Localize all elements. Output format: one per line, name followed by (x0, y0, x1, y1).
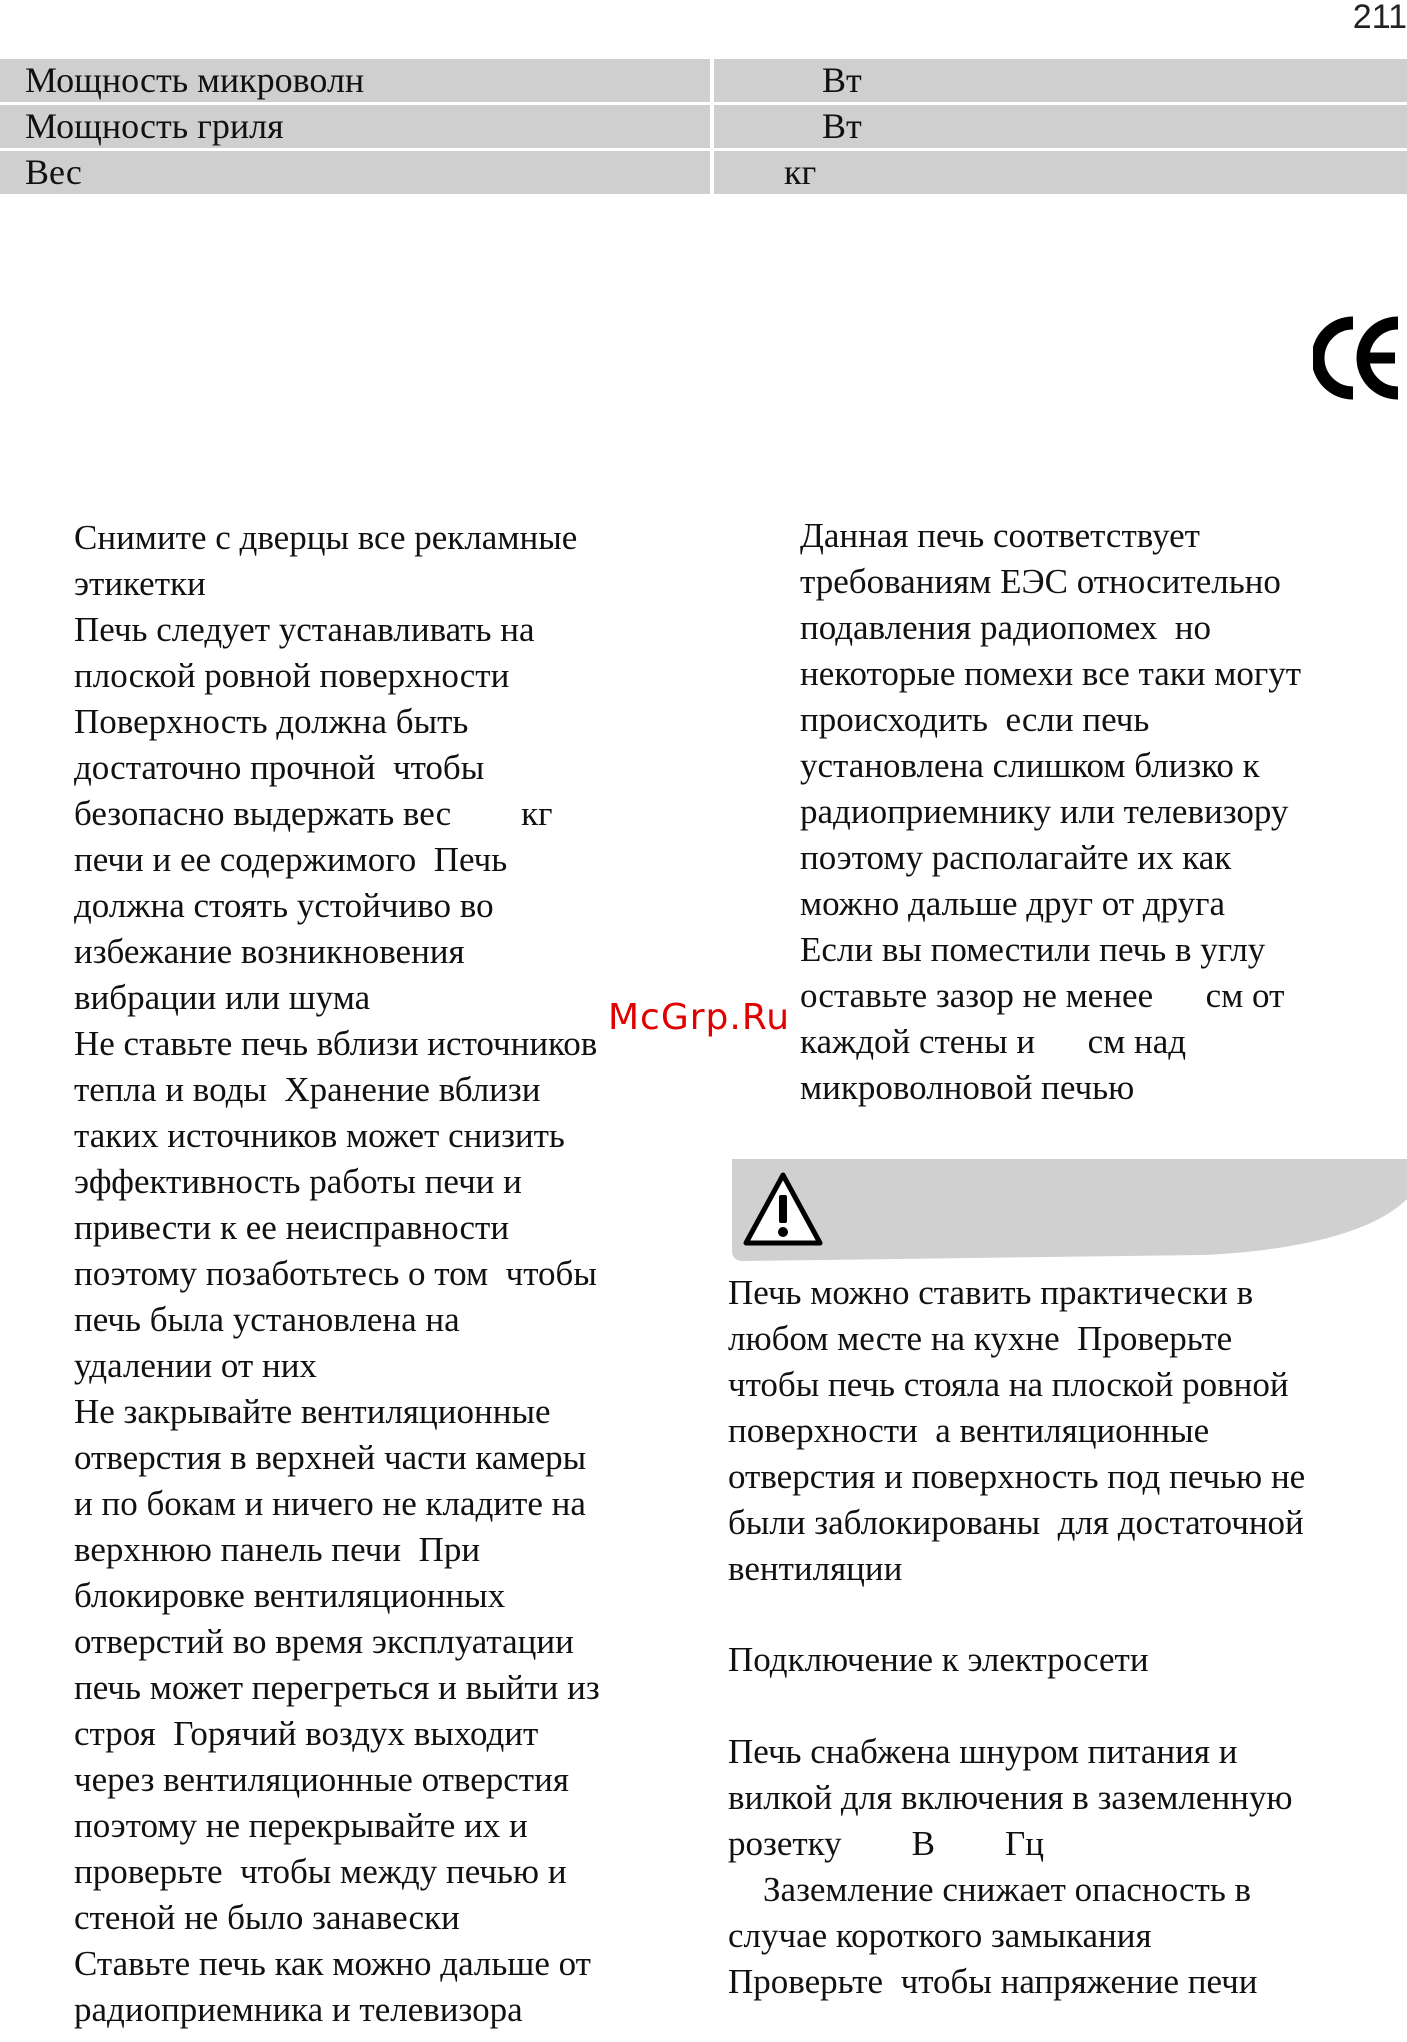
page-number: 211 (1352, 0, 1407, 36)
spec-label: Мощность микроволн (0, 59, 710, 102)
spec-value (714, 151, 1407, 194)
watermark: McGrp.Ru (608, 997, 791, 1038)
spec-row-grill-power (0, 104, 1407, 150)
electric-connection-heading: Подключение к электросети (728, 1640, 1149, 1679)
warning-banner-shape (732, 1159, 1407, 1263)
installation-instructions-text: Снимите с дверцы все рекламные этикетки Печь следует устанавливать на плоской ровной поверхности Поверхность должна быть достаточно прочной чтобы безопасно выдержать вес кг печи и ее содержимого Печь должна стоять устойчиво во избежание возникновения вибрации или шума Не ставьте печь вблизи источников тепла и воды Хранение вблизи таких источников может снизить эффективность работы печи и привести к ее неисправности поэтому позаботьтесь о том чтобы печь была установлена на удалении от них Не закрывайте вентиляционные отверстия в верхней части камеры и по бокам и ничего не кладите на верхнюю панель печи При блокировке вентиляционных отверстий во время эксплуатации печь может перегреться и выйти из строя Горячий воздух выходит через вентиляционные отверстия поэтому не перекрывайте их и проверьте чтобы между печью и стеной не было занавески Ставьте печь как можно дальше от радиоприемника и телевизора (74, 518, 600, 2029)
spec-value (714, 105, 1407, 148)
ce-mark-icon (1313, 315, 1403, 401)
warning-triangle-icon (742, 1171, 824, 1247)
spec-row-microwave-power (0, 58, 1407, 104)
radio-interference-text: Данная печь соответствует требованиям ЕЭС относительно подавления радиопомех но некоторые помехи все таки могут происходить если печь установлена слишком близко к радиоприемнику или телевизору поэтому располагайте их как можно дальше друг от друга Если вы поместили печь в углу оставьте зазор не менее см от каждой стены и см над микроволновой печью (800, 516, 1302, 1107)
spec-row-weight (0, 150, 1407, 196)
spec-unit: кг (784, 152, 817, 192)
placement-warning-text: Печь можно ставить практически в любом месте на кухне Проверьте чтобы печь стояла на плоской ровной поверхности а вентиляционные отверстия и поверхность под печью не были заблокированы для достаточной вентиляции (728, 1273, 1306, 1588)
electric-connection-text: Печь снабжена шнуром питания и вилкой для включения в заземленную розетку В Гц Заземление снижает опасность в случае короткого замыкания Проверьте чтобы напряжение печи (728, 1732, 1293, 2001)
spec-unit: Вт (822, 106, 862, 146)
spec-table (0, 58, 1407, 196)
spec-value (714, 59, 1407, 102)
spec-unit: Вт (822, 60, 862, 100)
warning-banner (732, 1159, 1407, 1263)
spec-label: Мощность гриля (0, 105, 710, 148)
spec-label: Вес (0, 151, 710, 194)
